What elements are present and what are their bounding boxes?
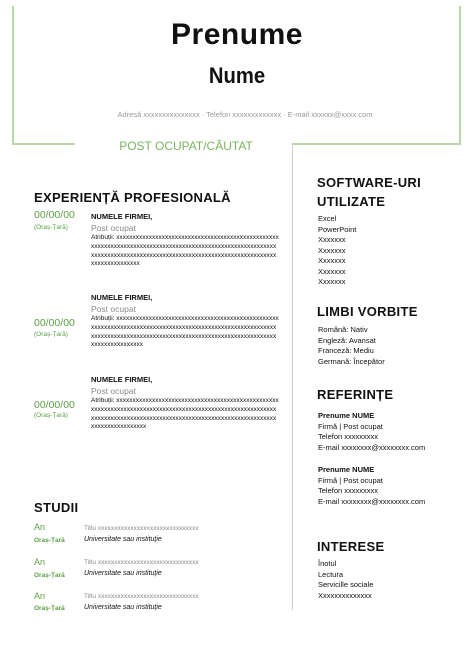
languages-list: [318, 325, 385, 367]
post-title: POST OCUPAT/CĂUTAT: [119, 139, 253, 153]
first-name: Prenume: [171, 18, 303, 51]
list-item: Franceză: Mediu: [318, 346, 374, 355]
list-item: Servicille sociale: [318, 580, 374, 589]
reference-entry: [318, 465, 425, 507]
list-item: Excel: [318, 214, 337, 223]
study-year: An: [34, 522, 46, 532]
job-attributes: Atribuții: xxxxxxxxxxxxxxxxxxxxxxxxxxxxxxxxxxxxxxxxxxxxxxxxxxxxxxxxxxxxxxxxxxxxxxxxxxxxxxxxxxxxxxxxxxxxxxxxxxxxxxxxxxxxxxxxxxxxxxxxxxxxxxxxxxxxxxxxxxxxxxxxxxxxxxxxxxxxxxxxxxxxxxxxxxxxxxxxxxx: [91, 234, 279, 268]
experience-heading: EXPERIENȚĂ PROFESIONALĂ: [34, 190, 231, 205]
study-title: Titlu xxxxxxxxxxxxxxxxxxxxxxxxxxxxxxx: [84, 525, 199, 532]
list-item: Înotul: [318, 559, 337, 568]
reference-name: Prenume NUME: [318, 411, 375, 420]
list-item: Xxxxxxx: [318, 277, 346, 286]
study-university: Universitate sau instituție: [84, 536, 162, 543]
list-item: Xxxxxxxxxxxxxx: [318, 590, 372, 600]
study-title: Titlu xxxxxxxxxxxxxxxxxxxxxxxxxxxxxxx: [84, 559, 199, 566]
reference-email: E-mail xxxxxxxx@xxxxxxxx.com: [318, 442, 426, 452]
reference-phone: Telefon xxxxxxxxx: [318, 486, 379, 495]
company-name: NUMELE FIRMEI,: [91, 293, 153, 302]
software-list: [318, 214, 356, 288]
list-item: Xxxxxxx: [318, 245, 346, 255]
column-divider: [292, 145, 293, 610]
studies-heading: STUDII: [34, 500, 79, 515]
study-location: Oraș-Țară: [34, 537, 65, 544]
study-university: Universitate sau instituție: [84, 604, 162, 611]
experience-date: 00/00/00: [34, 317, 75, 329]
interests-heading: INTERESE: [317, 539, 385, 554]
list-item: Engleză: Avansat: [318, 335, 376, 345]
company-name: NUMELE FIRMEI,: [91, 375, 153, 384]
experience-location: (Oraș-Țară): [34, 331, 68, 338]
experience-location: (Oraș-Țară): [34, 412, 68, 419]
study-title: Titlu xxxxxxxxxxxxxxxxxxxxxxxxxxxxxxx: [84, 593, 199, 600]
experience-location: (Oraș-Țară): [34, 224, 68, 231]
job-attributes: Atribuții: xxxxxxxxxxxxxxxxxxxxxxxxxxxxxxxxxxxxxxxxxxxxxxxxxxxxxxxxxxxxxxxxxxxxxxxxxxxxxxxxxxxxxxxxxxxxxxxxxxxxxxxxxxxxxxxxxxxxxxxxxxxxxxxxxxxxxxxxxxxxxxxxxxxxxxxxxxxxxxxxxxxxxxxxxxxxxxxxxxxxx: [91, 397, 279, 431]
job-position: Post ocupat: [91, 304, 136, 314]
software-heading-line1: SOFTWARE-URI: [317, 175, 421, 190]
job-position: Post ocupat: [91, 386, 136, 396]
reference-phone: Telefon xxxxxxxxx: [318, 432, 379, 441]
reference-entry: [318, 411, 425, 453]
study-location: Oraș-Țară: [34, 572, 65, 579]
last-name: Nume: [208, 63, 266, 88]
list-item: Xxxxxxx: [318, 235, 346, 244]
reference-name: Prenume NUME: [318, 465, 375, 474]
software-heading: [317, 173, 421, 211]
job-position: Post ocupat: [91, 223, 136, 233]
references-heading: REFERINȚE: [317, 387, 394, 402]
study-year: An: [34, 591, 46, 601]
list-item: Germană: Începător: [318, 356, 385, 366]
list-item: Lectura: [318, 569, 344, 579]
company-name: NUMELE FIRMEI,: [91, 212, 153, 221]
languages-heading: LIMBI VORBITE: [317, 304, 418, 319]
experience-date: 00/00/00: [34, 209, 75, 221]
list-item: PowerPoint: [318, 224, 357, 234]
frame-bottom-line-right: [292, 143, 461, 145]
contact-line: Adresă xxxxxxxxxxxxxxx · Telefon xxxxxxxxxxxxx · E-mail xxxxxx@xxxx.com: [117, 110, 373, 119]
list-item: Xxxxxxx: [318, 256, 346, 265]
list-item: Română: Nativ: [318, 325, 368, 334]
experience-date: 00/00/00: [34, 399, 75, 411]
interests-list: [318, 559, 373, 601]
study-location: Oraș-Țară: [34, 605, 65, 612]
software-heading-line2: UTILIZATE: [317, 194, 386, 209]
reference-company: Firmă | Post ocupat: [318, 475, 383, 485]
study-university: Universitate sau instituție: [84, 570, 162, 577]
reference-company: Firmă | Post ocupat: [318, 421, 383, 431]
list-item: Xxxxxxx: [318, 266, 346, 276]
study-year: An: [34, 557, 46, 567]
job-attributes: Atribuții: xxxxxxxxxxxxxxxxxxxxxxxxxxxxxxxxxxxxxxxxxxxxxxxxxxxxxxxxxxxxxxxxxxxxxxxxxxxxxxxxxxxxxxxxxxxxxxxxxxxxxxxxxxxxxxxxxxxxxxxxxxxxxxxxxxxxxxxxxxxxxxxxxxxxxxxxxxxxxxxxxxxxxxxxxxxxxxxxxxxx: [91, 315, 279, 349]
reference-email: E-mail xxxxxxxx@xxxxxxxx.com: [318, 496, 426, 506]
frame-bottom-line-left: [12, 143, 75, 145]
